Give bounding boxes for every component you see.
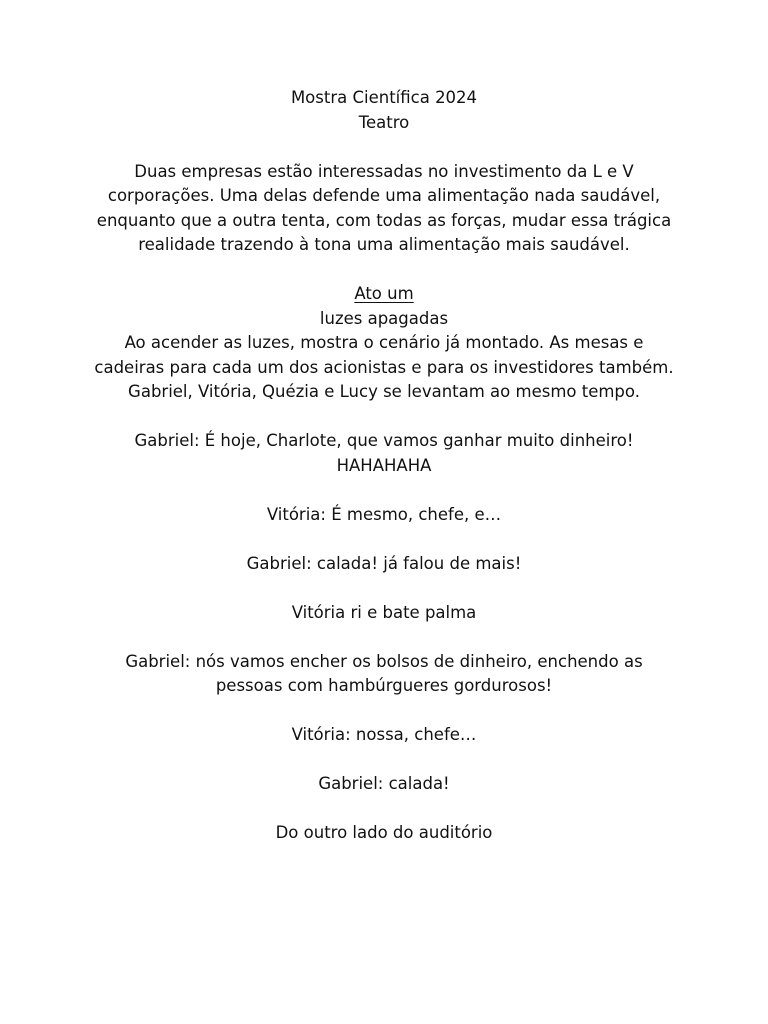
dialogue-line: Gabriel: nós vamos encher os bolsos de dinheiro, enchendo as pessoas com hambúrgueres gordurosos! <box>125 651 643 695</box>
spacer <box>90 625 678 650</box>
document-title: Mostra Científica 2024 <box>290 88 478 107</box>
dialogue-line: Gabriel: calada! já falou de mais! <box>246 553 522 573</box>
document-page <box>90 86 678 846</box>
spacer <box>90 527 678 552</box>
spacer <box>90 748 678 773</box>
dialogue-line: Vitória: nossa, chefe… <box>291 725 477 744</box>
spacer <box>90 478 678 503</box>
spacer <box>90 699 678 724</box>
act-heading: Ato um <box>354 284 414 303</box>
spacer <box>90 405 678 430</box>
stage-direction: Do outro lado do auditório <box>275 823 493 842</box>
spacer <box>90 797 678 822</box>
spacer <box>90 576 678 601</box>
spacer <box>90 258 678 283</box>
dialogue-line: Gabriel: É hoje, Charlote, que vamos ganhar muito dinheiro! HAHAHAHA <box>134 431 634 475</box>
synopsis-paragraph: Duas empresas estão interessadas no investimento da L e V corporações. Uma delas defende uma alimentação nada saudável, enquanto que a outra tenta, com todas as forças, mudar essa trágica realidade trazendo à tona uma alimentação mais saudável. <box>96 161 672 254</box>
stage-direction: luzes apagadas <box>319 308 449 328</box>
stage-direction: Gabriel, Vitória, Quézia e Lucy se levantam ao mesmo tempo. <box>128 382 640 401</box>
stage-direction: Vitória ri e bate palma <box>291 602 477 622</box>
stage-direction: Ao acender as luzes, mostra o cenário já montado. As mesas e cadeiras para cada um dos acionistas e para os investidores também. <box>94 333 674 377</box>
dialogue-line: Vitória: É mesmo, chefe, e… <box>266 504 502 524</box>
spacer <box>90 135 678 160</box>
document-subtitle: Teatro <box>358 112 410 132</box>
dialogue-line: Gabriel: calada! <box>318 774 450 793</box>
